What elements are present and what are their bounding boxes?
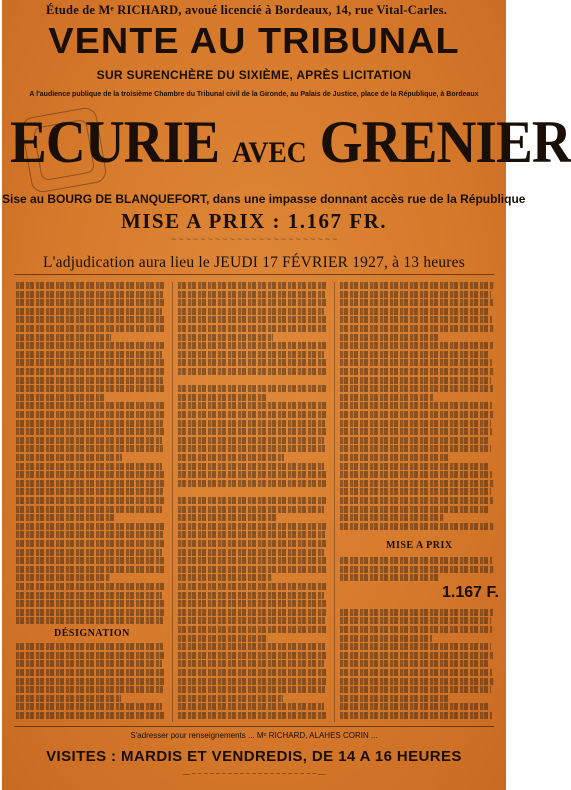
text-line (340, 334, 439, 341)
price-value: 1.167 F. (442, 584, 499, 601)
text-line (340, 282, 494, 289)
text-line (178, 385, 327, 392)
text-line (16, 652, 165, 659)
poster-title: VENTE AU TRIBUNAL (48, 20, 460, 61)
text-line (178, 540, 327, 547)
text-line (178, 437, 324, 444)
text-line (340, 368, 494, 375)
text-line (340, 695, 449, 702)
text-line (16, 488, 163, 495)
text-line (178, 514, 278, 521)
text-line (178, 531, 325, 538)
text-line (16, 325, 166, 332)
text-line (178, 635, 266, 642)
text-line (340, 652, 493, 659)
text-line (16, 678, 166, 685)
text-line (16, 299, 165, 306)
text-line (340, 342, 493, 349)
visites-line: VISITES : MARDIS ET VENDREDIS, DE 14 A 16 HEURES (46, 748, 462, 765)
text-line (178, 445, 325, 452)
text-line (16, 342, 165, 349)
text-line (16, 703, 162, 710)
text-line (340, 394, 433, 401)
text-line (340, 506, 490, 513)
text-line (340, 437, 490, 444)
poster-subtitle: SUR SURENCHÈRE DU SIXIÈME, APRÈS LICITATION (96, 68, 412, 82)
text-line (340, 703, 490, 710)
text-line (16, 574, 110, 581)
text-line (340, 566, 494, 573)
text-line (16, 600, 164, 607)
text-line (178, 549, 324, 556)
text-line (178, 351, 324, 358)
text-line (178, 394, 267, 401)
text-column-2 (178, 280, 328, 725)
text-line (340, 316, 492, 323)
text-line (178, 686, 325, 693)
designation-heading: DÉSIGNATION (54, 628, 130, 639)
text-line (16, 437, 162, 444)
text-line (178, 678, 328, 685)
text-line (340, 299, 493, 306)
text-line (16, 463, 162, 470)
text-line (16, 583, 165, 590)
text-column-1 (16, 280, 166, 725)
text-line (178, 566, 328, 573)
text-line (340, 463, 490, 470)
text-line (178, 643, 325, 650)
property-title-part-1: ECURIE (10, 109, 220, 175)
text-line (340, 420, 491, 427)
text-line (178, 652, 327, 659)
divider-bottom (14, 726, 494, 727)
text-line (340, 660, 490, 667)
text-line (340, 377, 491, 384)
text-line (16, 592, 162, 599)
text-line (16, 695, 121, 702)
text-line (16, 282, 166, 289)
text-line (340, 626, 492, 633)
text-line (16, 643, 163, 650)
text-line (178, 420, 325, 427)
text-line (16, 480, 166, 487)
poster-sheet (2, 0, 571, 790)
text-line (16, 359, 164, 366)
text-line (16, 351, 162, 358)
text-line (16, 549, 162, 556)
text-line (340, 686, 491, 693)
text-line (340, 385, 493, 392)
column-divider-2 (334, 282, 335, 722)
text-line (340, 471, 492, 478)
text-line (178, 557, 326, 564)
text-line (178, 660, 324, 667)
text-line (16, 454, 122, 461)
text-column-3 (340, 280, 494, 725)
text-line (340, 617, 491, 624)
text-line (16, 316, 164, 323)
mise-a-prix-line: MISE A PRIX : 1.167 FR. (120, 209, 388, 233)
text-line (340, 402, 492, 409)
text-line (178, 325, 328, 332)
text-line (178, 609, 327, 616)
text-line (178, 299, 327, 306)
text-line (340, 497, 493, 504)
text-line (340, 411, 493, 418)
text-line (340, 480, 494, 487)
location-line: Sise au BOURG DE BLANQUEFORT, dans une impasse donnant accès rue de la République (2, 192, 526, 206)
text-line (178, 454, 284, 461)
text-line (340, 609, 493, 616)
property-title-avec: AVEC (232, 136, 307, 169)
text-line (178, 291, 325, 298)
text-line (16, 471, 164, 478)
text-line (16, 514, 116, 521)
text-line (16, 712, 164, 719)
text-line (16, 557, 164, 564)
text-line (178, 497, 327, 504)
text-line (340, 359, 492, 366)
text-line (16, 428, 164, 435)
text-line (16, 669, 164, 676)
text-line (16, 334, 111, 341)
text-line (178, 342, 327, 349)
text-line (178, 695, 283, 702)
text-line (178, 574, 272, 581)
text-line (178, 703, 324, 710)
text-line (178, 712, 326, 719)
text-line (16, 308, 162, 315)
text-line (340, 669, 492, 676)
text-line (16, 377, 163, 384)
text-line (178, 402, 326, 409)
text-line (340, 428, 492, 435)
text-line (178, 411, 327, 418)
faint-line: ~ ~ ~ ~ ~ ~ ~ ~ ~ ~ ~ ~ ~ ~ ~ ~ ~ ~ ~ ~ ~ ~ ~ (170, 234, 338, 244)
text-line (16, 402, 164, 409)
property-title-part-2: GRENIER (319, 109, 571, 175)
text-line (340, 291, 491, 298)
text-line (16, 291, 163, 298)
property-title (10, 108, 571, 177)
text-line (16, 420, 163, 427)
text-line (178, 282, 328, 289)
text-line (340, 523, 494, 530)
text-line (16, 385, 165, 392)
text-line (16, 523, 166, 530)
text-line (178, 523, 328, 530)
text-line (178, 308, 324, 315)
text-line (178, 617, 325, 624)
text-line (16, 497, 165, 504)
text-line (340, 557, 492, 564)
text-line (16, 609, 165, 616)
text-line (340, 454, 450, 461)
adjudication-line: L'adjudication aura lieu le JEUDI 17 FÉVRIER 1927, à 13 heures (43, 254, 465, 271)
text-line (16, 531, 163, 538)
divider-top (14, 274, 494, 275)
text-line (16, 660, 162, 667)
text-line (340, 445, 491, 452)
text-line (340, 635, 432, 642)
printer-line: — ~ ~ ~ ~ ~ ~ ~ ~ ~ ~ ~ ~ ~ ~ ~ ~ ~ ~ ~ ~ ~ — (182, 771, 326, 778)
text-line (340, 643, 491, 650)
text-line (178, 592, 324, 599)
text-line (16, 540, 165, 547)
text-line (178, 368, 328, 375)
text-line (178, 626, 326, 633)
text-line (178, 506, 324, 513)
text-line (178, 316, 326, 323)
text-line (340, 514, 444, 521)
text-line (340, 678, 494, 685)
text-line (16, 368, 166, 375)
mise-a-prix-heading: MISE A PRIX (386, 540, 453, 551)
text-line (16, 506, 162, 513)
text-line (340, 574, 438, 581)
etude-line: Étude de Mᵉ RICHARD, avoué licencié à Bordeaux, 14, rue Vital-Carles. (46, 3, 448, 17)
text-line (178, 669, 326, 676)
text-line (178, 428, 326, 435)
text-line (340, 325, 494, 332)
text-line (16, 617, 163, 624)
text-line (178, 471, 326, 478)
text-line (340, 712, 492, 719)
audience-line: A l'audience publique de la troisième Chambre du Tribunal civil de la Gironde, au Palais de Justice, place de la République, à Bordeaux (29, 91, 479, 98)
column-divider-1 (172, 282, 173, 722)
text-line (178, 480, 328, 487)
text-line (16, 686, 163, 693)
text-line (16, 445, 163, 452)
text-line (16, 411, 165, 418)
contact-line: S'adresser pour renseignements ... Mᵉ RICHARD, ALAHES CORIN ... (130, 731, 378, 740)
text-line (16, 394, 105, 401)
text-line (340, 351, 490, 358)
text-line (178, 359, 326, 366)
text-line (178, 583, 327, 590)
text-line (16, 566, 166, 573)
text-line (340, 488, 491, 495)
text-line (178, 600, 326, 607)
text-line (178, 463, 324, 470)
text-line (340, 308, 490, 315)
text-line (178, 334, 273, 341)
